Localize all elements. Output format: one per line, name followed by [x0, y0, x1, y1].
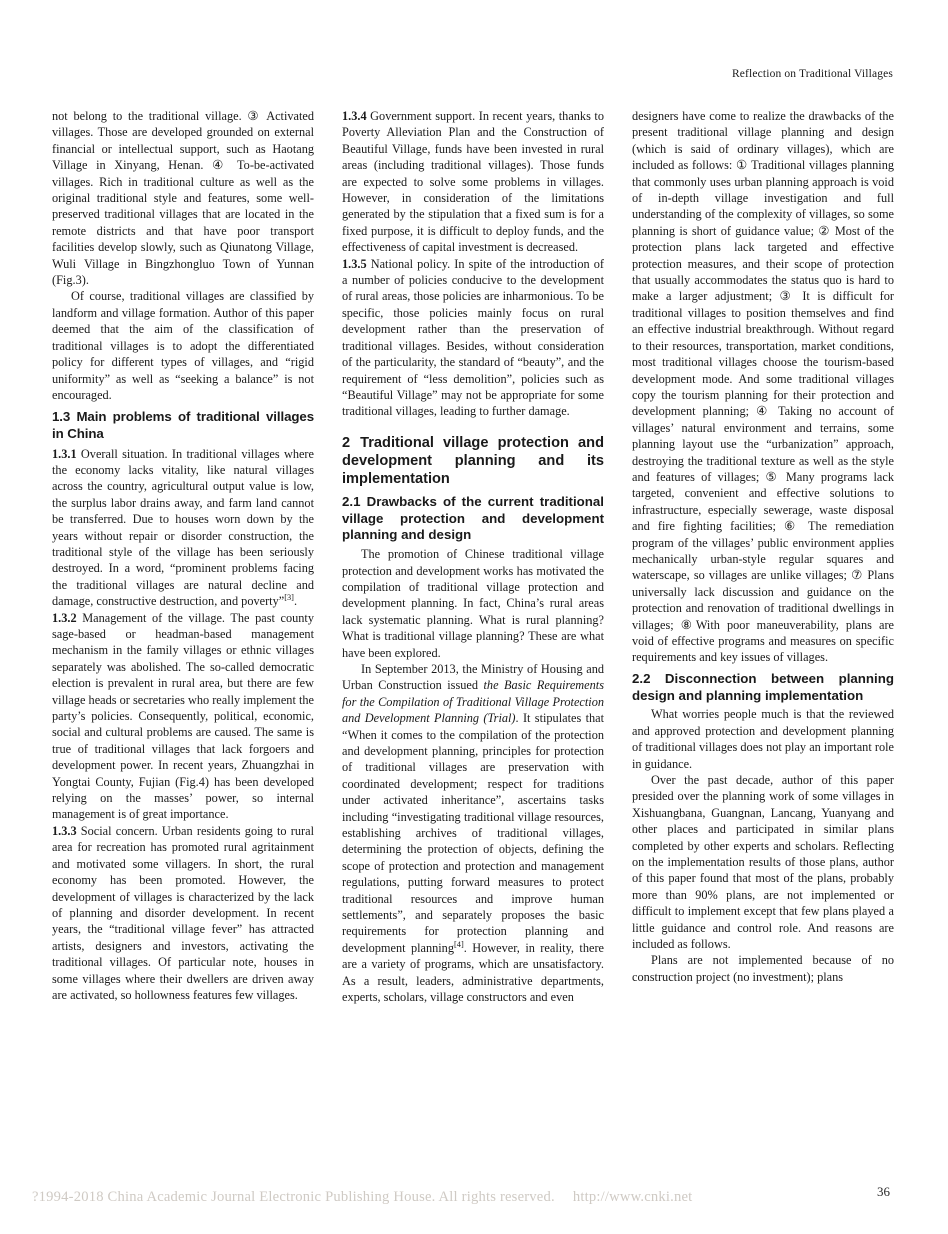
document-title-italic: the Basic Requirements for the Compilation of Traditional Village Protection and Development Planning (Trial) — [342, 678, 604, 726]
running-head: Reflection on Traditional Villages — [731, 68, 893, 80]
paragraph: designers have come to realize the drawbacks of the present traditional village planning and design (which is said of ordinary villages), which are included as follows: ① Traditional villages planning that commonly uses urban planning approach is void of in-depth village investigation and full understanding of the complexity of villages, so some planning is short of guidance value; ② Most of the protection plans lack targeted and effective protection measures, and their scope of protection that usually accommodates the status quo is hard to make a larger adjustment; ③ It is difficult for traditional villages to position themselves and find an effective industrial breakthrough. Without regard to their resources, transportation, market conditions, most traditional villages choose the tourism-based development mode. And some traditional villages copy the tourism planning for their protection and development planning; ④ Taking no account of villages’ natural environment and terrains, some planning layout use the “urbanization” approach, destroying the traditional texture as well as the style and features of villages; ⑤ Many programs lack targeted, convenient and effective solutions to infrastructure, especially sewerage, waste disposal and fire fighting facilities; ⑥ The remediation program of the villages’ public environment applies mechanically urban-style regular squares and waterscape, so villages are unlike villages; ⑦ Plans universally lack discussion and guidance on the protection and renovation of traditional dwellings in villages; ⑧With poor maneuverability, plans are void of effective programs and measures on specific requirements and key issues of villages. — [632, 109, 894, 665]
section-heading-1-3: 1.3 Main problems of traditional villages in China — [52, 409, 314, 441]
cnki-url: http://www.cnki.net — [572, 1189, 693, 1205]
column-right — [632, 108, 894, 1154]
section-number: 2 — [342, 434, 351, 451]
text-columns — [52, 108, 896, 1154]
paragraph-1-3-5 — [342, 256, 604, 420]
paragraph-text-a: In September 2013, the Ministry of Housing and Urban Construction issued — [342, 661, 604, 693]
copyright-text: ?1994-2018 China Academic Journal Electronic Publishing House. All rights reserved. — [32, 1189, 555, 1205]
section-heading-2-2: 2.2 Disconnection between planning design and planning implementation — [632, 670, 894, 703]
section-heading-2-1: 2.1 Drawbacks of the current traditional village protection and development planning and design — [342, 493, 604, 543]
column-middle — [342, 108, 604, 1154]
paragraph-1-3-2 — [52, 610, 314, 823]
section-title: Traditional village protection and development planning and its implementation — [342, 434, 604, 488]
footnote-ref: [3] — [284, 593, 294, 603]
paragraph-number: 1.3.3 — [52, 823, 77, 838]
paragraph-1-3-1 — [52, 446, 314, 610]
paragraph-text: Management of the village. The past county sage-based or headman-based management mechanism in the family villages or ethnic villages separately was abolished. The so-called democratic election is prevalent in rural area, but there are few village heads or secretaries who really implement the party’s policies. Consequently, political, economic, social and cultural problems are caused. The same is true of traditional villages that lack forgoers and development power. In recent years, Zhuangzhai in Yongtai County, Fujian (Fig.4) has been developed relying on the masses’ power, so internal management is of great importance. — [52, 610, 314, 822]
paragraph: Plans are not implemented because of no construction project (no investment); plans — [632, 953, 894, 984]
paragraph: What worries people much is that the reviewed and approved protection and development planning of traditional villages does not play an important role in guidance. — [632, 707, 894, 771]
paragraph-number: 1.3.4 — [342, 109, 367, 123]
paragraph-number: 1.3.5 — [342, 256, 367, 271]
paragraph: The promotion of Chinese traditional village protection and development works has motivated the compilation of traditional village protection and development planning. In fact, China’s rural areas lack systematic planning. What is rural planning? What is traditional village planning? These are what have been explored. — [342, 547, 604, 660]
paragraph: Over the past decade, author of this paper presided over the planning work of some villages in Xishuangbana, Guangnan, Lancang, Yuanyang and other places and participated in similar plans completed by other experts and scholars. Reflecting on the implementation results of those plans, author of this paper found that most of the plans, probably more than 90% plans, are not implemented or difficult to implement except that few plans played a little guidance and control role. And reasons are included as follows. — [632, 772, 894, 951]
paragraph-text-b: . It stipulates that “When it comes to the compilation of the protection and development planning, principles for protection of traditional villages are preservation with coordinated development; respect for traditions under activated inheritance”, ascertains tasks including “investigating traditional village resources, establishing archives of traditional villages, determining the protection of objects, defining the scope of protection and protection and management regulations, putting forward measures to protect traditional resources and improve human settlements”, and separately proposes the basic requirements for protection planning and development planning — [342, 711, 605, 955]
paragraph-text: Social concern. Urban residents going to rural area for recreation has promoted rural agritainment and motivated some villagers. In short, the rural economy has been promoted. However, the development of villages is characterized by the lack of planning and disorder development. In recent years, the “traditional village fever” has attracted artists, designers and investors, activating the traditional villages. Of particular note, houses in some villages where their dwellers are driven away are activated, so hollowness features few villages. — [52, 823, 314, 1002]
footnote-ref: [4] — [453, 939, 464, 949]
paragraph-number: 1.3.2 — [52, 610, 77, 625]
paragraph-text-c: . However, in reality, there are a variety of programs, which are unsatisfactory. As a result, leaders, administrative departments, experts, scholars, village constructors and even — [342, 940, 604, 1005]
paragraph-1-3-3 — [52, 823, 314, 1003]
paragraph-text-tail: . — [293, 594, 298, 609]
section-heading-2 — [342, 434, 604, 489]
paragraph-policy-doc — [342, 661, 604, 1006]
page-footer — [0, 1184, 948, 1206]
paragraph-text: Government support. In recent years, thanks to Poverty Alleviation Plan and the Construction of Beautiful Village, funds have been invested in rural areas (including traditional villages). Those funds are expected to solve some problems in villages. However, in consideration of the limitations generated by the stipulation that a fixed sum is for a fixed purpose, it is difficult to deploy funds, and the effectiveness of capital investment is decreased. — [342, 109, 604, 255]
paragraph-number: 1.3.1 — [52, 446, 77, 461]
paragraph: not belong to the traditional village. ③ Activated villages. Those are developed grounded on external financial or intellectual support, such as Haotang Village in Xinyang, Henan. ④ To-be-activated villages. Rich in traditional culture as well as the original traditional style and features, some well-preserved traditional villages that are located in the remote districts and that have poor transport facilities develop slowly, such as Qiunatong Village, Wuli Village in Bingzhongluo Town of Yunnan (Fig.3). — [52, 109, 314, 288]
column-left — [52, 108, 314, 1154]
copyright-notice — [32, 1189, 692, 1206]
paragraph-1-3-4 — [342, 108, 604, 256]
paragraph-text: Overall situation. In traditional villages where the economy lacks vitality, like natural villages across the country, agricultural output value is low, the surplus labor drains away, and farm land cannot be transferred. Due to houses worn down by the years without repair or disorder construction, the traditional style of the village has been seriously destroyed. In a word, “prominent problems facing the traditional villages are natural decline and damage, constructive destruction, and poverty” — [52, 446, 314, 609]
paragraph: Of course, traditional villages are classified by landform and village formation. Author of this paper deemed that the aim of the classification of traditional villages is to adopt the differentiated policy for different types of villages, and “rigid uniformity” as well as “seeking a balance” is not encouraged. — [52, 289, 314, 402]
paragraph-text: National policy. In spite of the introduction of a number of policies conducive to the development of rural areas, those policies are inharmonious. To be specific, those policies mainly focus on rural development rather than the preservation of traditional villages. Besides, without consideration of the particularity, the standard of “beauty”, and the requirement of “less demolition”, policies such as “Beautiful Village” may not be appropriate for some traditional villages, leading to further damage. — [342, 256, 604, 419]
page-number: 36 — [877, 1184, 890, 1199]
